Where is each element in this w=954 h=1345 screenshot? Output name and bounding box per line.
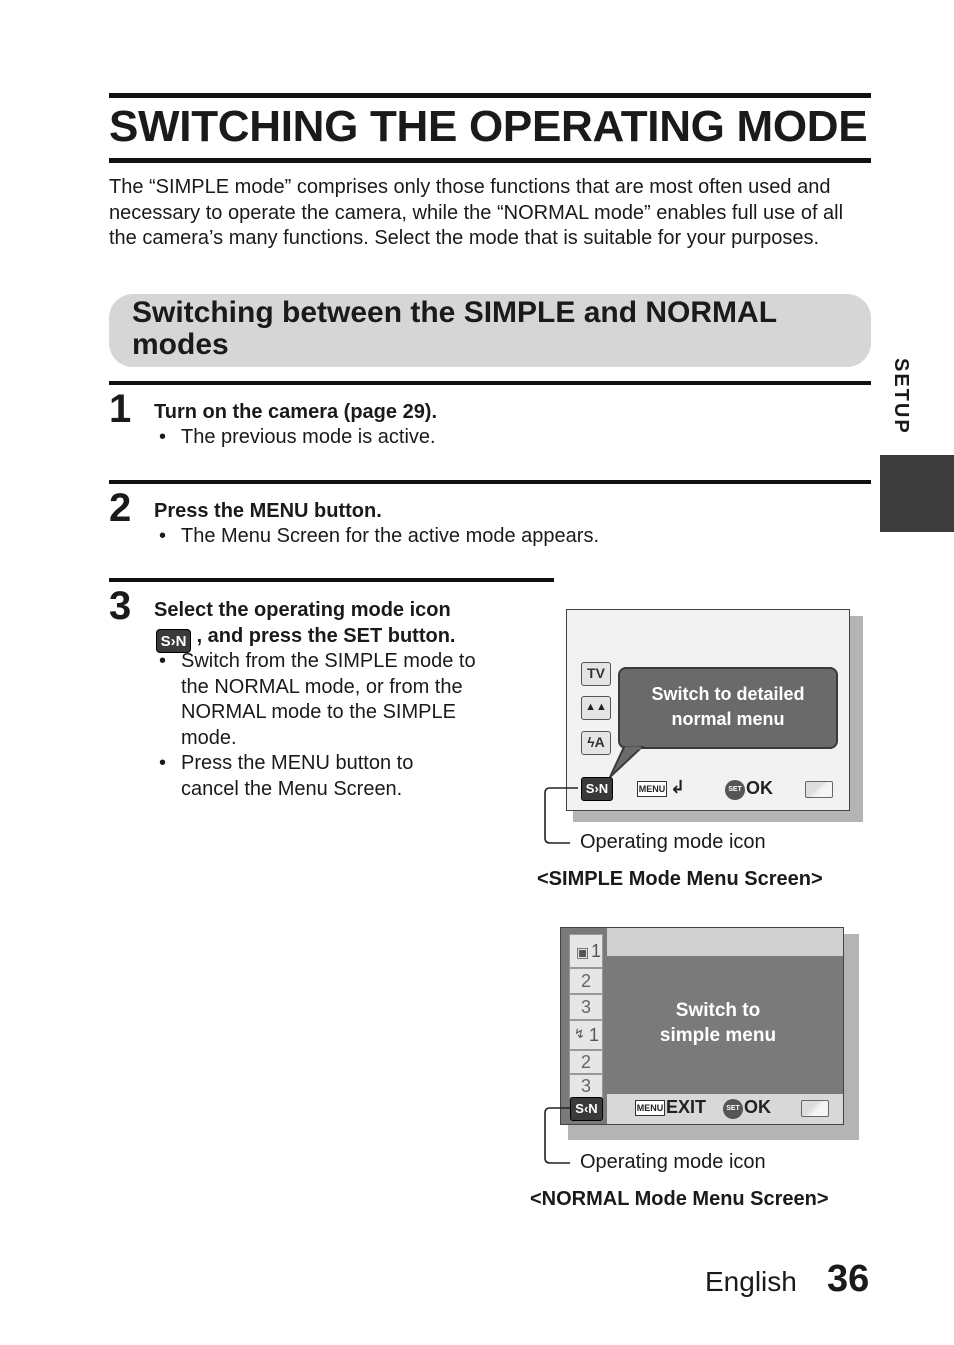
step-3-bullet-2	[159, 751, 469, 802]
exit-label: EXIT	[666, 1097, 707, 1117]
normal-tab-column	[569, 934, 603, 1094]
simple-screen-caption: <SIMPLE Mode Menu Screen>	[537, 868, 823, 890]
simple-mode-icon[interactable]: S›N	[581, 777, 613, 801]
section-heading: Switching between the SIMPLE and NORMAL modes	[132, 296, 777, 361]
simple-menu-screen	[566, 609, 850, 811]
bullet-text: Press the MENU button to cancel the Menu Screen.	[181, 752, 414, 800]
step-2-bullet	[159, 524, 859, 550]
normal-message-line-1: Switch to	[675, 1000, 761, 1021]
normal-message	[607, 998, 829, 1048]
title-bottom-rule	[109, 158, 871, 163]
bullet-dot: •	[159, 525, 167, 547]
menu-button-label: MENU	[637, 781, 667, 797]
step-3-title-line-2-text: , and press the SET button.	[196, 625, 456, 647]
step-3-title-line-1: Select the operating mode icon	[154, 599, 451, 621]
page-title: SWITCHING THE OPERATING MODE	[109, 102, 868, 151]
set-button-icon: SET	[725, 780, 745, 800]
step-1-bullet	[159, 425, 859, 451]
ok-label: OK	[744, 1097, 771, 1117]
camera-tab-icon	[569, 934, 603, 968]
tab-3[interactable]: 3	[569, 994, 603, 1020]
step-3-bullet-1	[159, 649, 499, 751]
set-button-icon: SET	[723, 1099, 743, 1119]
page-number: 36	[827, 1258, 870, 1300]
step-2-title: Press the MENU button.	[154, 500, 382, 522]
bullet-text: Switch from the SIMPLE mode to the NORMAL mode, or from the NORMAL mode to the SIMPLE mode.	[181, 650, 476, 749]
step-1-title: Turn on the camera (page 29).	[154, 401, 438, 423]
step-3-number: 3	[109, 584, 132, 628]
bullet-dot: •	[159, 426, 167, 448]
tab-2-setup[interactable]: 2	[569, 1050, 603, 1074]
intro-paragraph: The “SIMPLE mode” comprises only those functions that are most often used and necessary to operate the camera, while the “NORMAL mode” enables full use of all the camera’s many functions. Select the mode that is suitable for your purposes.	[109, 176, 844, 249]
setup-tab-icon[interactable]	[569, 1020, 603, 1050]
step-1-rule	[109, 381, 871, 385]
simple-callout-label: Operating mode icon	[580, 831, 766, 853]
normal-header-bar	[607, 928, 843, 956]
battery-icon	[801, 1100, 829, 1117]
battery-icon	[805, 781, 833, 798]
normal-message-line-2: simple menu	[659, 1025, 777, 1046]
side-tab-label: SETUP	[890, 358, 912, 435]
step-3-rule	[109, 578, 554, 582]
simple-tooltip-line-1: Switch to detailed	[651, 684, 805, 704]
step-1-number: 1	[109, 387, 132, 431]
bullet-dot: •	[159, 650, 167, 672]
step-2-rule	[109, 480, 871, 484]
bullet-text: The Menu Screen for the active mode appears.	[181, 525, 600, 547]
tv-icon: TV	[581, 662, 611, 686]
flash-auto-icon: ϟA	[581, 731, 611, 755]
tab-number: 1	[591, 941, 602, 961]
step-2-number: 2	[109, 486, 132, 530]
normal-screen-caption: <NORMAL Mode Menu Screen>	[530, 1188, 829, 1210]
footer-language: English	[705, 1266, 797, 1297]
normal-menu-screen	[560, 927, 844, 1125]
title-top-rule	[109, 93, 871, 98]
scene-icon: ▲▲	[581, 696, 611, 720]
return-icon: ↲	[670, 777, 686, 797]
normal-mode-icon[interactable]: S‹N	[570, 1097, 603, 1121]
simple-tooltip	[618, 667, 838, 749]
ok-label: OK	[746, 778, 773, 798]
camera-icon: ▣	[576, 944, 590, 960]
tab-3-setup[interactable]: 3	[569, 1074, 603, 1098]
tab-2[interactable]: 2	[569, 968, 603, 994]
wrench-icon: ↯	[574, 1026, 585, 1041]
operating-mode-icon: S›N	[156, 629, 191, 653]
tab-number: 1	[589, 1025, 600, 1045]
simple-tooltip-line-2: normal menu	[671, 709, 785, 729]
menu-button-label: MENU	[635, 1100, 665, 1116]
normal-callout-label: Operating mode icon	[580, 1151, 766, 1173]
bullet-dot: •	[159, 752, 167, 774]
side-tab-marker	[880, 455, 954, 532]
bullet-text: The previous mode is active.	[181, 426, 436, 448]
